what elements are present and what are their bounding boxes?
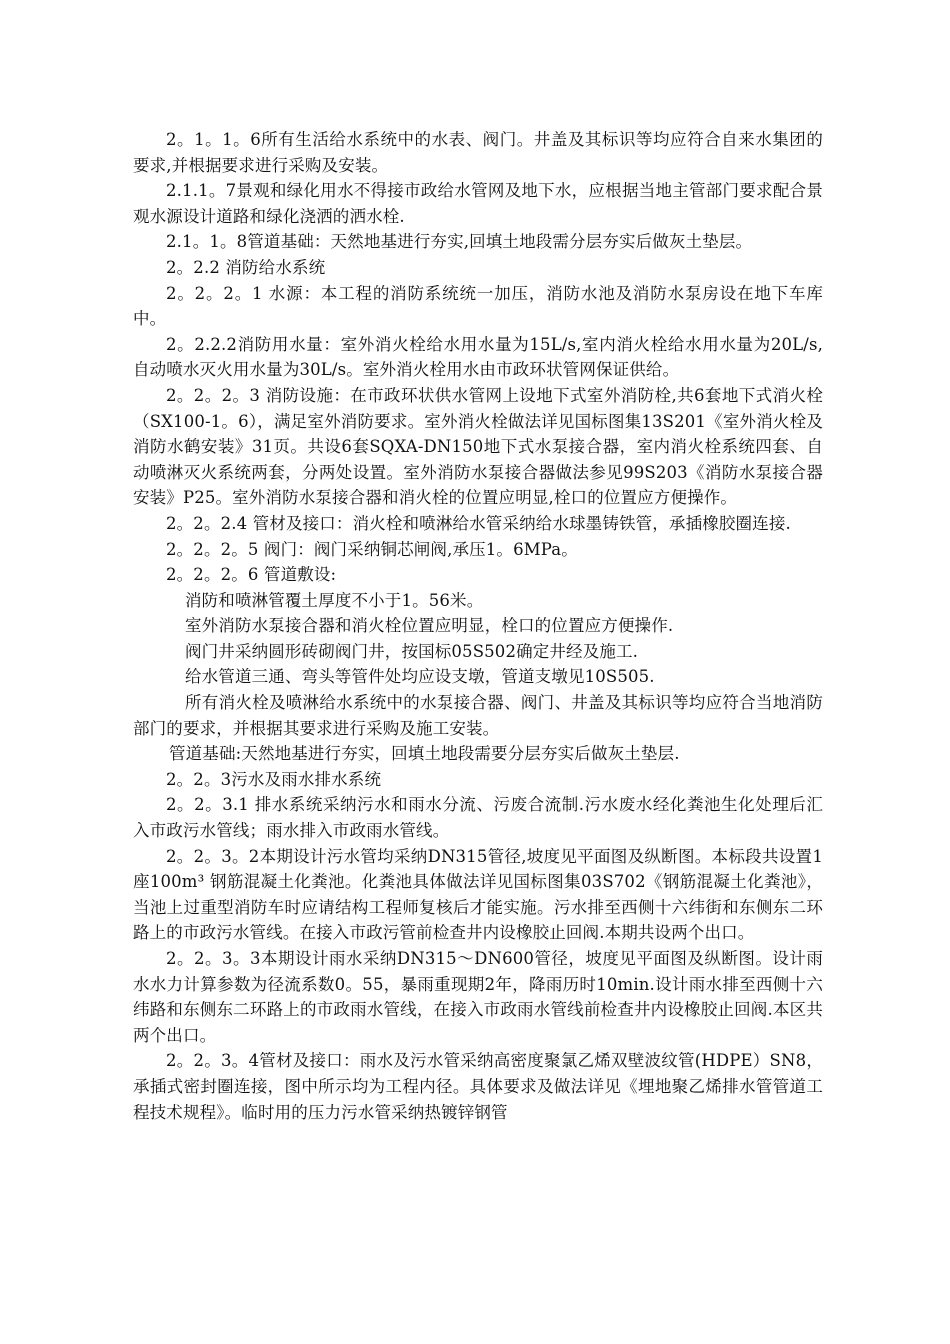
section-heading-2-2-2: 2。2.2 消防给水系统 (166, 257, 326, 277)
paragraph-2-2-3-3: 2。2。3。3本期设计雨水采纳DN315～DN600管径，坡度见平面图及纵断图。设计雨水水力计算参数为径流系数0。55，暴雨重现期2年，降雨历时10min.设计雨水排至西侧十六纬路和东侧东二环路上的市政雨水管线，在接入市政雨水管线前检查井内设橡胶止回阀.本区共两个出口。 (133, 949, 823, 1045)
pipe-laying-item-fire-department: 所有消火栓及喷淋给水系统中的水泵接合器、阀门、井盖及其标识等均应符合当地消防部门的要求，并根据其要求进行采购及施工安装。 (133, 693, 823, 738)
paragraph-2-2-2-2: 2。2.2.2消防用水量：室外消火栓给水用水量为15L/s,室内消火栓给水用水量为20L/s,自动喷水灭火用水量为30L/s。室外消火栓用水由市政环状管网保证供给。 (133, 334, 823, 380)
paragraph-2-1-1-6: 2。1。1。6所有生活给水系统中的水表、阀门。井盖及其标识等均应符合自来水集团的要求,并根据要求进行采购及安装。 (133, 130, 823, 175)
paragraph-2-1-1-8: 2.1。1。8管道基础：天然地基进行夯实,回填土地段需分层夯实后做灰土垫层。 (166, 232, 753, 252)
paragraph-2-2-2-6: 2。2。2。6 管道敷设: (166, 565, 337, 585)
paragraph-2-2-3-1: 2。2。3.1 排水系统采纳污水和雨水分流、污废合流制.污水废水经化粪池生化处理后汇入市政污水管线；雨水排入市政雨水管线。 (133, 795, 823, 841)
paragraph-2-2-2-4: 2。2。2.4 管材及接口：消火栓和喷淋给水管采纳给水球墨铸铁管，承插橡胶圈连接. (166, 513, 791, 533)
paragraph-2-1-1-7: 2.1.1。7景观和绿化用水不得接市政给水管网及地下水，应根据当地主管部门要求配合景观水源设计道路和绿化浇洒的洒水栓. (133, 181, 823, 226)
pipe-foundation-note: 管道基础:天然地基进行夯实，回填土地段需要分层夯实后做灰土垫层. (169, 744, 680, 764)
section-heading-2-2-3: 2。2。3污水及雨水排水系统 (166, 769, 382, 789)
pipe-laying-item-thrust-block: 给水管道三通、弯头等管件处均应设支墩，管道支墩见10S505. (185, 667, 655, 687)
pipe-laying-item-connector-position: 室外消防水泵接合器和消火栓位置应明显，栓口的位置应方便操作. (185, 616, 674, 636)
pipe-laying-item-valve-well: 阀门井采纳圆形砖砌阀门井，按国标05S502确定井经及施工. (185, 641, 639, 661)
paragraph-2-2-3-2: 2。2。3。2本期设计污水管均采纳DN315管径,坡度见平面图及纵断图。本标段共设置1座100m³ 钢筋混凝土化粪池。化粪池具体做法详见国标图集03S702《钢筋混凝土化粪池》，当池上过重型消防车时应请结构工程师复核后才能实施。污水排至西侧十六纬街和东侧东二环路上的市政污水管线。在接入市政污管前检查井内设橡胶止回阀.本期共设两个出口。 (133, 846, 823, 943)
paragraph-2-2-3-4: 2。2。3。4管材及接口：雨水及污水管采纳高密度聚氯乙烯双壁波纹管(HDPE）SN8，承插式密封圈连接，图中所示均为工程内径。具体要求及做法详见《埋地聚乙烯排水管管道工程技术规程》。临时用的压力污水管采纳热镀锌钢管 (133, 1051, 823, 1122)
pipe-laying-item-cover-depth: 消防和喷淋管覆土厚度不小于1。56米。 (185, 590, 484, 610)
paragraph-2-2-2-3: 2。2。2。3 消防设施：在市政环状供水管网上设地下式室外消防栓,共6套地下式消火栓（SX100-1。6），满足室外消防要求。室外消火栓做法详见国标图集13S201《室外消火栓及消防水鹤安装》31页。共设6套SQXA-DN150地下式水泵接合器，室内消火栓系统四套、自动喷淋灭火系统两套，分两处设置。室外消防水泵接合器做法参见99S203《消防水泵接合器安装》P25。室外消防水泵接合器和消火栓的位置应明显,栓口的位置应方便操作。 (133, 385, 823, 508)
paragraph-2-2-2-1: 2。2。2。1 水源：本工程的消防系统统一加压，消防水池及消防水泵房设在地下车库中。 (133, 283, 823, 329)
paragraph-2-2-2-5: 2。2。2。5 阀门：阀门采纳铜芯闸阀,承压1。6MPa。 (166, 539, 578, 559)
document-body (133, 127, 823, 1125)
